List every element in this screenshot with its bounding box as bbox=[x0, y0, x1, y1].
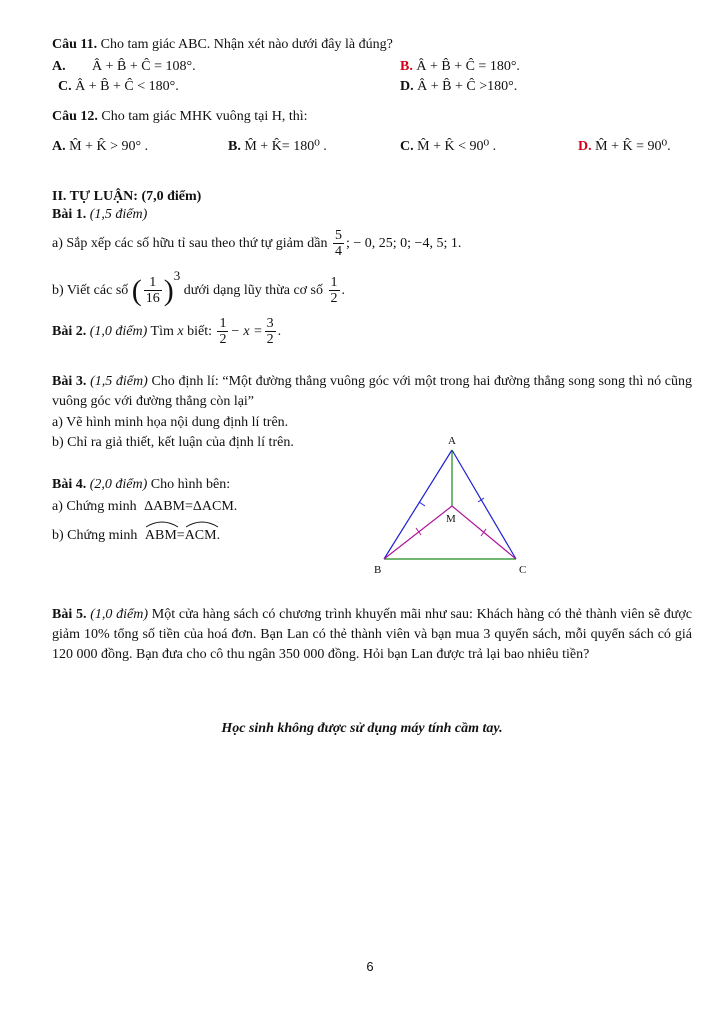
label-m: M bbox=[446, 513, 456, 525]
q12-text: Cho tam giác MHK vuông tại H, thì: bbox=[101, 109, 308, 124]
q12-option-a: A. M̂ + K̂ > 90° . bbox=[52, 139, 149, 154]
q11-option-d: D. Â + B̂ + Ĉ >180°. bbox=[400, 79, 518, 94]
fraction: $\frac{1}{2}$ bbox=[330, 275, 338, 307]
angle-acm: ACM bbox=[185, 524, 217, 544]
q11-option-a: A. Â + B̂ + Ĉ = 108°. bbox=[52, 59, 196, 74]
bai4-part-a: a) Chứng minh ΔABM=ΔACM. bbox=[52, 499, 238, 514]
triangle-figure bbox=[368, 430, 538, 580]
bai4-heading: Bài 4. (2,0 điểm) Cho hình bên: bbox=[52, 477, 231, 492]
q12-option-b: B. M̂ + K̂= 180⁰ . bbox=[228, 139, 327, 154]
bai3-part-a: a) Vẽ hình minh họa nội dung định lí trên. bbox=[52, 415, 289, 430]
bai5: Bài 5. (1,0 điểm) Một cửa hàng sách có chương trình khuyến mãi như sau: Khách hàng có thẻ thành viên sẽ được giảm 10% tổng số tiền của hoá đơn. Bạn Lan có thẻ thành viên và bạn mua 3 quyển sách, mỗi quyển sách có giá 120 000 đồng. Bạn đưa cho cô thu ngân 350 000 đồng. Hỏi bạn Lan được trả lại bao nhiêu tiền? bbox=[52, 607, 693, 662]
q11-option-c: C. Â + B̂ + Ĉ < 180°. bbox=[58, 79, 179, 94]
label-b: B bbox=[374, 564, 382, 576]
q12-stem bbox=[52, 108, 308, 125]
section-title: II. TỰ LUẬN: (7,0 điểm) bbox=[52, 189, 202, 204]
segment-ab bbox=[384, 450, 452, 559]
q11-option-b: B. Â + B̂ + Ĉ = 180°. bbox=[400, 59, 520, 74]
angle-abm: ABM bbox=[145, 524, 177, 544]
q11-label: Câu 11. bbox=[52, 37, 98, 52]
fraction: $\frac{1}{2}$ bbox=[219, 316, 227, 348]
q12-option-d: D. M̂ + K̂ = 90⁰. bbox=[578, 139, 671, 154]
tick-ab bbox=[419, 502, 425, 506]
segment-bm bbox=[384, 506, 452, 559]
bai4-part-b: b) Chứng minh ABM= ACM. bbox=[52, 524, 220, 544]
q12-option-c: C. M̂ + K̂ < 90⁰ . bbox=[400, 139, 497, 154]
bai3-stem: Bài 3. (1,5 điểm) Cho định lí: “Một đường thẳng vuông góc với một trong hai đường thẳng song song thì nó cũng vuông góc với đường thẳng còn lại” bbox=[52, 374, 693, 409]
fraction: $\frac{3}{2}$ bbox=[266, 316, 274, 348]
bai1-part-b: b) Viết các số ( $\frac{1}{16}$ )3 dưới dạng lũy thừa cơ số $\frac{1}{2}$ . bbox=[52, 268, 346, 307]
label-a: A bbox=[448, 435, 456, 447]
bai3-part-b: b) Chỉ ra giả thiết, kết luận của định lí trên. bbox=[52, 435, 294, 450]
q11-text: Cho tam giác ABC. Nhận xét nào dưới đây là đúng? bbox=[100, 37, 393, 52]
fraction: $\frac{5}{4}$ bbox=[334, 228, 342, 260]
segment-ac bbox=[452, 450, 516, 559]
bai2: Bài 2. (1,0 điểm) Tìm x biết: $\frac{1}{2}$ − x = $\frac{3}{2}$ . bbox=[52, 316, 282, 348]
bai1-part-a: a) Sắp xếp các số hữu tỉ sau theo thứ tự giảm dần $\frac{5}{4}$ ; − 0, 25; 0; −4, 5; 1. bbox=[52, 228, 462, 260]
fraction: $\frac{1}{16}$ bbox=[145, 275, 160, 307]
bai1-heading: Bài 1. (1,5 điểm) bbox=[52, 207, 148, 222]
page-number: 6 bbox=[366, 959, 374, 974]
q12-label: Câu 12. bbox=[52, 109, 98, 124]
label-c: C bbox=[519, 564, 527, 576]
footer-note: Học sinh không được sử dụng máy tính cầm tay. bbox=[221, 721, 503, 736]
q11-stem bbox=[52, 36, 393, 53]
